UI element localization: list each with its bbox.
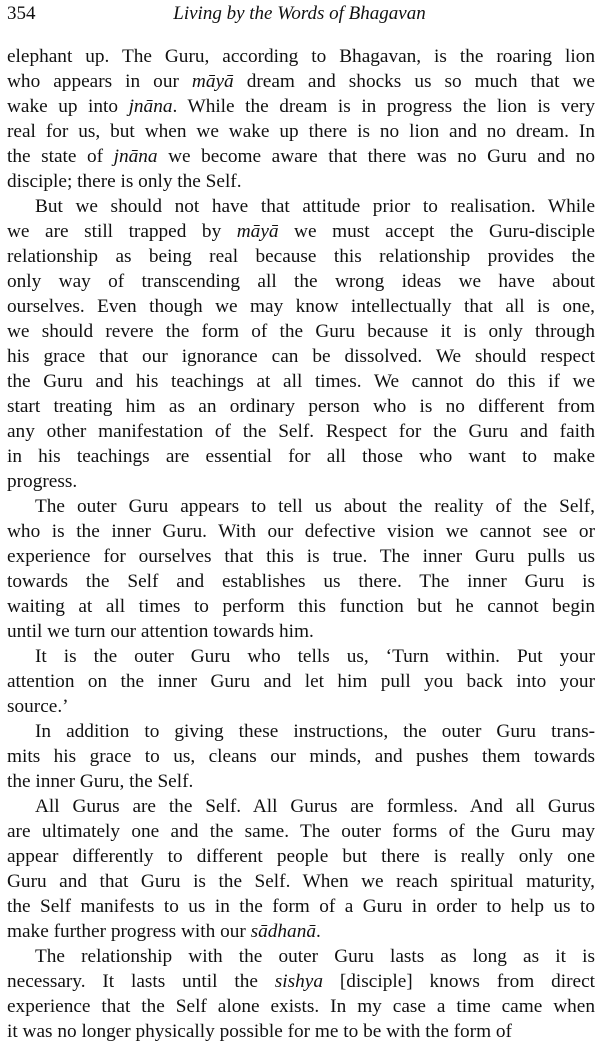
text-line: any other manifestation of the Self. Respect for the Guru and faith (7, 421, 595, 442)
paragraph (7, 944, 595, 1044)
italic-term: sādhanā (250, 921, 316, 942)
text-line: relationship as being real because this relationship provides the (7, 246, 595, 267)
text-line: towards the Self and establishes us there. The inner Guru is (7, 571, 595, 592)
paragraph (7, 44, 595, 194)
paragraph (7, 794, 595, 944)
italic-term: māyā (191, 71, 234, 92)
text-line: The outer Guru appears to tell us about the reality of the Self, (35, 496, 595, 517)
paragraph (7, 494, 595, 644)
text-line: attention on the inner Guru and let him pull you back into your (7, 671, 595, 692)
text-line: mits his grace to us, cleans our minds, and pushes them towards (7, 746, 595, 767)
page-number: 354 (7, 3, 36, 24)
italic-term: jnāna (128, 96, 173, 117)
paragraph (7, 644, 595, 719)
text-line: Guru and that Guru is the Self. When we reach spiritual maturity, (7, 871, 595, 892)
running-head (7, 2, 592, 26)
text-line: elephant up. The Guru, according to Bhagavan, is the roaring lion (7, 46, 595, 67)
text-line: the Self manifests to us in the form of a Guru in order to help us to (7, 896, 595, 917)
text-line: are ultimately one and the same. The outer forms of the Guru may (7, 821, 595, 842)
text-line: progress. (7, 471, 78, 492)
text-line: ourselves. Even though we may know intellectually that all is one, (7, 296, 595, 317)
text-line: who appears in our māyā dream and shocks us so much that we (7, 71, 595, 92)
body-text (7, 44, 595, 1044)
text-line: experience for ourselves that this is true. The inner Guru pulls us (7, 546, 595, 567)
text-line: experience that the Self alone exists. In my case a time came when (7, 996, 595, 1017)
text-line: until we turn our attention towards him. (7, 621, 314, 642)
text-line: the Guru and his teachings at all times. We cannot do this if we (7, 371, 595, 392)
text-line: in his teachings are essential for all those who want to make (7, 446, 595, 467)
text-line: it was no longer physically possible for me to be with the form of (7, 1021, 512, 1042)
text-line: The relationship with the outer Guru lasts as long as it is (35, 946, 595, 967)
text-line: source.’ (7, 696, 69, 717)
book-title: Living by the Words of Bhagavan (173, 3, 426, 24)
text-line: we should revere the form of the Guru because it is only through (7, 321, 595, 342)
paragraph (7, 194, 595, 494)
text-line: disciple; there is only the Self. (7, 171, 242, 192)
text-line: In addition to giving these instructions, the outer Guru trans- (35, 721, 595, 742)
text-line: the state of jnāna we become aware that there was no Guru and no (7, 146, 595, 167)
text-line: necessary. It lasts until the sishya [disciple] knows from direct (7, 971, 595, 992)
text-line: his grace that our ignorance can be dissolved. We should respect (7, 346, 595, 367)
text-line: who is the inner Guru. With our defective vision we cannot see or (7, 521, 595, 542)
text-line: the inner Guru, the Self. (7, 771, 194, 792)
text-line: wake up into jnāna. While the dream is in progress the lion is very (7, 96, 595, 117)
text-line: real for us, but when we wake up there is no lion and no dream. In (7, 121, 595, 142)
text-line: waiting at all times to perform this function but he cannot begin (7, 596, 595, 617)
italic-term: jnāna (113, 146, 158, 167)
text-line: we are still trapped by māyā we must accept the Guru-disciple (7, 221, 595, 242)
text-line: It is the outer Guru who tells us, ‘Turn within. Put your (35, 646, 595, 667)
text-line: start treating him as an ordinary person who is no different from (7, 396, 595, 417)
italic-term: sishya (274, 971, 323, 992)
text-line: only way of transcending all the wrong ideas we have about (7, 271, 595, 292)
text-line: All Gurus are the Self. All Gurus are formless. And all Gurus (35, 796, 595, 817)
italic-term: māyā (236, 221, 279, 242)
text-line: make further progress with our sādhanā. (7, 921, 321, 942)
text-line: appear differently to different people but there is really only one (7, 846, 595, 867)
text-line: But we should not have that attitude prior to realisation. While (35, 196, 595, 217)
paragraph (7, 719, 595, 794)
